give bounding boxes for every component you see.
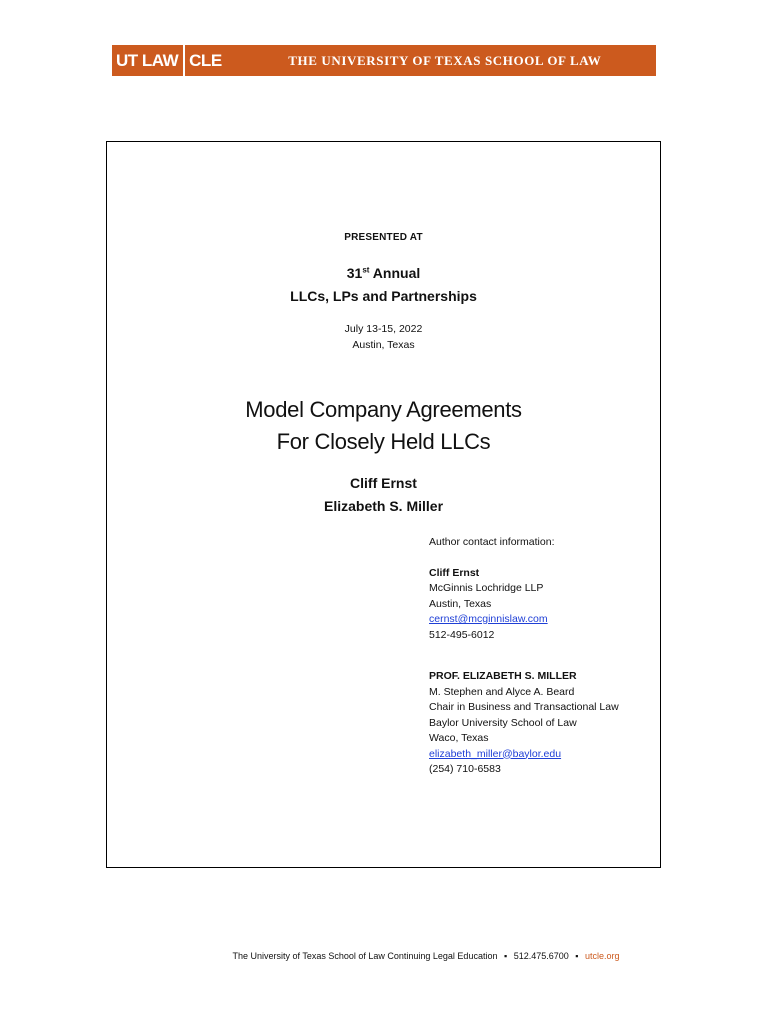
author-name-1: Cliff Ernst xyxy=(350,475,417,491)
logo-ut-law: UT LAW xyxy=(116,50,179,70)
contact-author2-city: Waco, Texas xyxy=(429,732,489,744)
annual-edition xyxy=(107,265,660,281)
spacer xyxy=(429,551,619,566)
annual-number: 31 xyxy=(346,265,363,281)
header-banner xyxy=(112,45,656,76)
contact-author1-name: Cliff Ernst xyxy=(429,566,480,579)
annual-word: Annual xyxy=(369,265,421,281)
author-name-2: Elizabeth S. Miller xyxy=(323,498,444,514)
spacer xyxy=(429,643,619,669)
event-location: Austin, Texas xyxy=(352,339,415,351)
header-title: THE UNIVERSITY OF TEXAS SCHOOL OF LAW xyxy=(288,52,602,68)
contact-author1-firm: McGinnis Lochridge LLP xyxy=(429,582,544,594)
event-date: July 13-15, 2022 xyxy=(344,323,423,335)
contact-author2-name: PROF. ELIZABETH S. MILLER xyxy=(429,670,577,682)
paper-title-line2: For Closely Held LLCs xyxy=(276,429,491,454)
cover-box xyxy=(106,141,661,868)
footer-org: The University of Texas School of Law Continuing Legal Education xyxy=(232,951,498,961)
footer-bullet-1: ▪ xyxy=(503,951,508,961)
footer-bullet-2: ▪ xyxy=(575,951,579,961)
page-footer xyxy=(0,951,768,961)
contact-author2-line1: M. Stephen and Alyce A. Beard xyxy=(429,685,575,698)
contact-author2-phone: (254) 710-6583 xyxy=(429,763,501,775)
contact-author2-email-link[interactable]: elizabeth_miller@baylor.edu xyxy=(429,747,562,760)
contact-heading: Author contact information: xyxy=(429,536,555,548)
presented-at-label: PRESENTED AT xyxy=(344,232,423,243)
contact-author2-line2: Chair in Business and Transactional Law xyxy=(429,701,619,713)
contact-author1-city: Austin, Texas xyxy=(429,597,492,610)
logo-cle: CLE xyxy=(189,50,222,70)
utlaw-cle-logo xyxy=(112,45,226,76)
logo-divider xyxy=(183,45,185,76)
footer-website-link[interactable]: utcle.org xyxy=(585,951,620,961)
annual-suffix: st xyxy=(362,265,370,275)
author-contact-block xyxy=(429,535,619,778)
footer-phone: 512.475.6700 xyxy=(513,951,569,961)
program-name: LLCs, LPs and Partnerships xyxy=(290,288,477,304)
contact-author1-email-link[interactable]: cernst@mcginnislaw.com xyxy=(429,613,548,625)
contact-author1-phone: 512-495-6012 xyxy=(429,628,495,641)
contact-author2-line3: Baylor University School of Law xyxy=(429,716,577,729)
paper-title-line1: Model Company Agreements xyxy=(245,397,522,422)
